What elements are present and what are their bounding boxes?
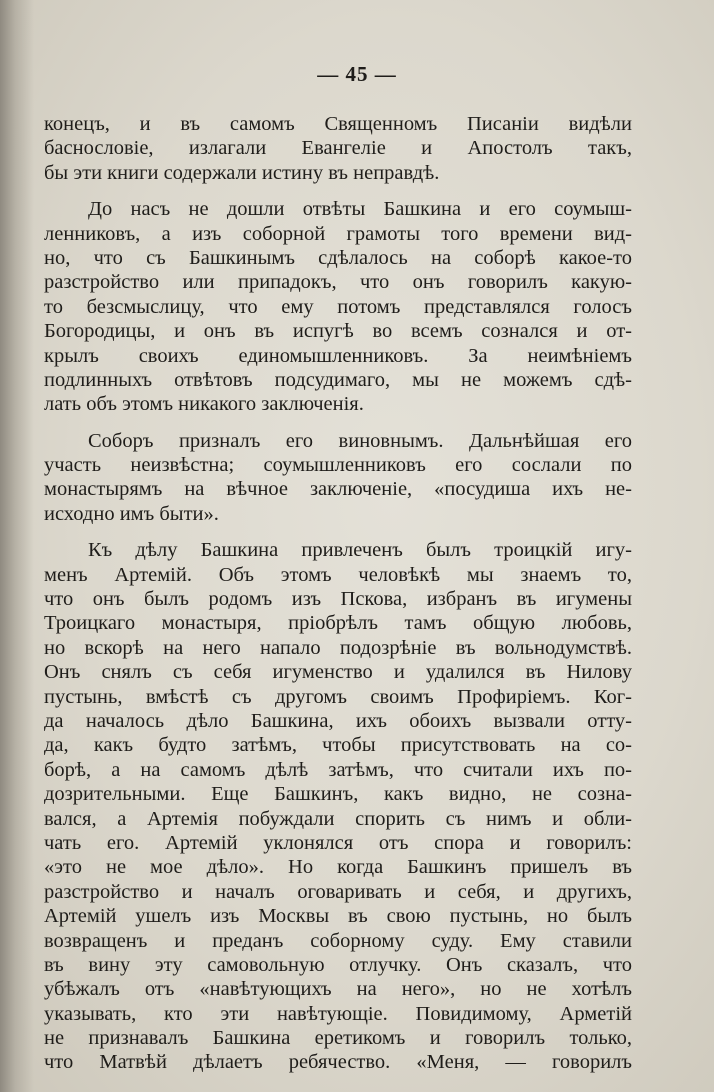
text-line: то безсмыслицу, что ему потомъ представлялся голосъ: [44, 295, 632, 318]
text-line: да, какъ будто затѣмъ, чтобы присутствовать на со-: [44, 734, 632, 757]
text-line: что Матвѣй дѣлаетъ ребячество. «Меня, — говорилъ: [44, 1051, 632, 1074]
text-line: борѣ, а на самомъ дѣлѣ затѣмъ, что считали ихъ по-: [44, 758, 632, 781]
page-number: — 45 —: [317, 62, 397, 86]
text-line: вался, а Артемiя побуждали спорить съ нимъ и обли-: [44, 807, 632, 830]
body-text: [44, 112, 632, 1087]
text-line: Соборъ призналъ его виновнымъ. Дальнѣйшая его: [88, 429, 632, 452]
text-line: пустынь, вмѣстѣ съ другомъ своимъ Профирiемъ. Ког-: [44, 685, 632, 708]
text-line: въ вину эту самовольную отлучку. Онъ сказалъ, что: [44, 953, 632, 976]
text-line: участь неизвѣстна; соумышленниковъ его сослали по: [44, 454, 632, 477]
text-line: конецъ, и въ самомъ Священномъ Писанiи видѣли: [44, 113, 632, 135]
paragraph: [44, 112, 632, 185]
text-line: Къ дѣлу Башкина привлеченъ былъ троицкiй игу-: [88, 539, 632, 562]
text-line: «это не мое дѣло». Но когда Башкинъ пришелъ въ: [44, 856, 632, 879]
text-line: ленниковъ, а изъ соборной грамоты того времени вид-: [44, 222, 632, 245]
text-line: чать его. Артемiй уклонялся отъ спора и говорилъ:: [44, 831, 632, 854]
text-line: но вскорѣ на него напало подозрѣнiе въ вольнодумствѣ.: [44, 636, 632, 659]
text-line: но, что съ Башкинымъ сдѣлалось на соборѣ какое-то: [44, 246, 632, 269]
text-line: лать объ этомъ никакого заключенiя.: [44, 393, 364, 416]
text-line: крылъ своихъ единомышленниковъ. За неимѣнiемъ: [44, 344, 632, 367]
text-line: Артемiй ушелъ изъ Москвы въ свою пустынь, но былъ: [44, 905, 632, 928]
text-line: разстройство и началъ оговаривать и себя, и другихъ,: [44, 880, 632, 903]
paragraph: [44, 429, 632, 527]
text-line: бы эти книги содержали истину въ неправдѣ.: [44, 161, 440, 184]
text-line: исходно имъ быти».: [44, 502, 219, 525]
text-line: баснословiе, излагали Евангелiе и Апостолъ такъ,: [44, 137, 632, 160]
text-line: менъ Артемiй. Объ этомъ человѣкѣ мы знаемъ то,: [44, 563, 632, 586]
text-line: Троицкаго монастыря, прiобрѣлъ тамъ общую любовь,: [44, 612, 632, 635]
text-line: Онъ снялъ съ себя игуменство и удалился въ Нилову: [44, 661, 632, 684]
binding-shadow: [0, 0, 34, 1092]
text-line: дозрительными. Еще Башкинъ, какъ видно, не созна-: [44, 783, 632, 806]
text-line: подлинныхъ отвѣтовъ подсудимаго, мы не можемъ сдѣ-: [44, 368, 632, 391]
paragraph: [44, 538, 632, 1075]
paragraph: [44, 197, 632, 417]
text-line: Богородицы, и онъ въ испугѣ во всемъ сознался и от-: [44, 320, 632, 343]
text-line: До насъ не дошли отвѣты Башкина и его соумыш-: [88, 198, 632, 221]
text-line: убѣжалъ отъ «навѣтующихъ на него», но не хотѣлъ: [44, 978, 632, 1001]
text-line: возвращенъ и преданъ соборному суду. Ему ставили: [44, 929, 632, 952]
text-line: указывать, кто эти навѣтующiе. Повидимому, Арметiй: [44, 1002, 632, 1025]
text-line: разстройство или припадокъ, что онъ говорилъ какую-: [44, 271, 632, 294]
text-line: что онъ былъ родомъ изъ Пскова, избранъ въ игумены: [44, 588, 632, 611]
text-line: да началось дѣло Башкина, ихъ обоихъ вызвали отту-: [44, 709, 632, 732]
text-line: монастырямъ на вѣчное заключенiе, «посудиша ихъ не-: [44, 478, 632, 501]
text-line: не признавалъ Башкина еретикомъ и говорилъ только,: [44, 1027, 632, 1050]
